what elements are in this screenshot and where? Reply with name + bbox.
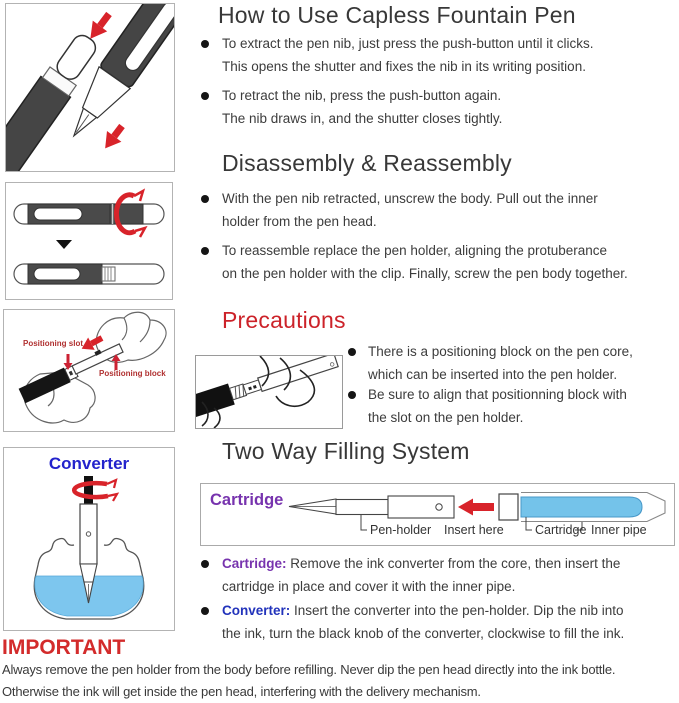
text-line: To extract the pen nib, just press the push-button until it clicks.: [222, 36, 594, 51]
bullet-icon: [201, 92, 209, 100]
bullet-icon: [348, 348, 356, 356]
bullet-icon: [348, 391, 356, 399]
text-line: To retract the nib, press the push-button again.: [222, 88, 502, 103]
rotate-arrow-icon: [74, 480, 117, 501]
disassembly-bullet-1: [222, 188, 598, 233]
converter-illustration: [3, 447, 175, 631]
pen-holder-part: [289, 496, 454, 518]
nib-arrow-icon: [98, 121, 129, 154]
down-triangle-icon: [56, 240, 72, 249]
bullet-icon: [201, 247, 209, 255]
howto-bullet-2: [222, 85, 502, 130]
press-pen-drawing: [6, 4, 174, 171]
howto-bullet-1: [222, 33, 593, 78]
precautions-title: Precautions: [222, 307, 346, 333]
text-line: the slot on the pen holder.: [368, 409, 524, 425]
insert-core-illustration: [195, 355, 343, 429]
text-line: To reassemble replace the pen holder, aligning the protuberance: [222, 243, 608, 258]
important-title: IMPORTANT: [2, 636, 126, 659]
positioning-block-label: Positioning block: [99, 369, 166, 378]
unscrew-drawing: [6, 183, 172, 299]
pen-assembled: [14, 204, 164, 224]
bullet-icon: [201, 560, 209, 568]
positioning-illustration: [3, 309, 175, 432]
important-line-1: Always remove the pen holder from the body before refilling. Never dip the pen head directly into the ink bottle.: [2, 662, 616, 677]
twoway-bullet-converter: [222, 600, 624, 645]
unscrew-illustration: [5, 182, 173, 300]
text-line: There is a positioning block on the pen core,: [368, 344, 633, 359]
text-line: This opens the shutter and fixes the nib in its writing position.: [222, 58, 586, 74]
text-line: the ink, turn the black knob of the converter, clockwise to fill the ink.: [222, 625, 625, 641]
twoway-title: Two Way Filling System: [222, 438, 470, 464]
text-line: With the pen nib retracted, unscrew the body. Pull out the inner: [222, 191, 598, 206]
inner-pipe-label: Inner pipe: [591, 523, 647, 537]
text-rest: Insert the converter into the pen-holder. Dip the nib into: [290, 603, 624, 618]
howto-title: How to Use Capless Fountain Pen: [218, 2, 576, 28]
cartridge-keyword: Cartridge:: [222, 556, 287, 571]
text-line: which can be inserted into the pen holder.: [368, 366, 618, 382]
text-line: [222, 600, 624, 623]
positioning-slot-label: Positioning slot: [23, 339, 83, 348]
text-line: The nib draws in, and the shutter closes tightly.: [222, 110, 503, 126]
important-line-2: Otherwise the ink will get inside the pen head, interfering with the delivery mechanism.: [2, 684, 481, 699]
text-line: [222, 553, 620, 576]
text-line: cartridge in place and cover it with the inner pipe.: [222, 578, 516, 594]
pen-unscrewed: [14, 264, 164, 284]
cartridge-label: Cartridge: [535, 523, 587, 537]
converter-keyword: Converter:: [222, 603, 291, 618]
text-line: holder from the pen head.: [222, 213, 377, 229]
twoway-bullet-cartridge: [222, 553, 620, 598]
text-line: Be sure to align that positionning block with: [368, 387, 627, 402]
cartridge-diagram: [200, 483, 675, 546]
cartridge-cap: [499, 494, 518, 520]
converter-illustration-title: Converter: [48, 454, 130, 473]
text-rest: Remove the ink converter from the core, then insert the: [286, 556, 621, 571]
insert-core-drawing: [196, 356, 342, 428]
disassembly-bullet-2: [222, 240, 628, 285]
converter-drawing: [4, 448, 174, 630]
disassembly-title: Disassembly & Reassembly: [222, 150, 512, 176]
bullet-icon: [201, 40, 209, 48]
insert-here-label: Insert here: [444, 523, 504, 537]
bullet-icon: [201, 607, 209, 615]
cartridge-body: [521, 497, 642, 517]
press-pen-illustration: [5, 3, 175, 172]
insert-arrow-icon: [458, 499, 494, 516]
text-line: on the pen holder with the clip. Finally, screw the pen body together.: [222, 265, 628, 281]
precautions-bullet-2: [368, 384, 627, 429]
cartridge-method-label: Cartridge: [210, 491, 284, 509]
pen-holder-label: Pen-holder: [370, 523, 432, 537]
precautions-bullet-1: [368, 341, 633, 386]
bullet-icon: [201, 195, 209, 203]
